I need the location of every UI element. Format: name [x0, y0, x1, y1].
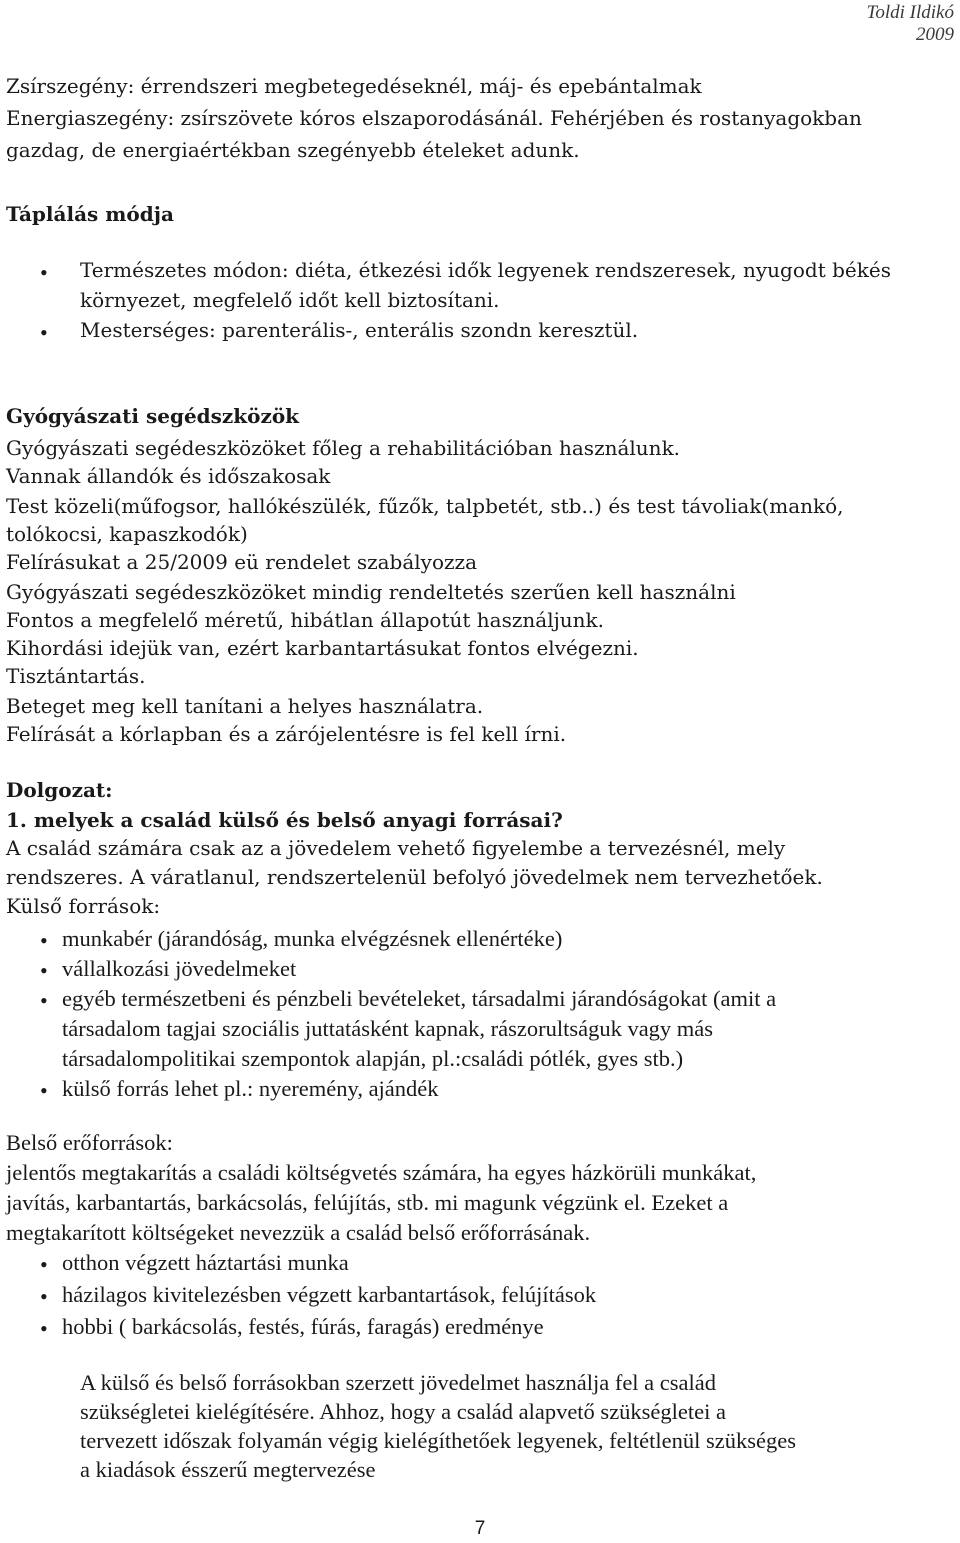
list-item-text: Természetes módon: diéta, étkezési idők legyenek rendszeresek, nyugodt békés: [80, 258, 891, 282]
subheading-kulso: Külső források:: [6, 894, 161, 918]
text-line: Test közeli(műfogsor, hallókészülék, fűzők, talpbetét, stb..) és test távoliak(mankó,: [6, 494, 844, 518]
bullet-icon: •: [40, 928, 48, 953]
section-heading-dolgozat: Dolgozat:: [6, 778, 113, 802]
bullet-icon: •: [40, 1316, 48, 1341]
text-line: Beteget meg kell tanítani a helyes használatra.: [6, 694, 484, 718]
text-line: Vannak állandók és időszakosak: [6, 464, 331, 488]
header-author: Toldi Ildikó: [866, 2, 954, 23]
list-item-text: Mesterséges: parenterális-, enterális szondn keresztül.: [80, 318, 639, 342]
page-number: 7: [474, 1518, 486, 1539]
page-header: [867, 2, 954, 46]
text-line: megtakarított költségeket nevezzük a család belső erőforrásának.: [6, 1220, 591, 1245]
section-heading-gyogy: Gyógyászati segédszközök: [6, 404, 300, 428]
closing-line: A külső és belső forrásokban szerzett jövedelmet használja fel a család: [80, 1370, 717, 1395]
closing-line: szükségletei kielégítésére. Ahhoz, hogy a család alapvető szükségletei a: [80, 1399, 727, 1424]
bullet-icon: •: [40, 1078, 48, 1103]
text-line: Fontos a megfelelő méretű, hibátlan állapotút használjunk.: [6, 608, 605, 632]
closing-line: a kiadások ésszerű megtervezése: [80, 1457, 376, 1482]
text-line: rendszeres. A váratlanul, rendszertelenül befolyó jövedelmek nem tervezhetőek.: [6, 865, 823, 889]
intro-line: Zsírszegény: érrendszeri megbetegedéseknél, máj- és epebántalmak: [6, 74, 702, 98]
list-item-text: társadalom tagjai szociális juttatásként kapnak, rászorultságuk vagy más: [62, 1016, 714, 1041]
text-line: Gyógyászati segédeszközöket főleg a rehabilitációban használunk.: [6, 436, 681, 460]
section-heading-taplalas: Táplálás módja: [6, 202, 174, 226]
subheading-belso: Belső erőforrások:: [6, 1130, 173, 1155]
list-item-text: házilagos kivitelezésben végzett karbantartások, felújítások: [62, 1282, 597, 1307]
text-line: javítás, karbantartás, barkácsolás, felújítás, stb. mi magunk végzünk el. Ezeket a: [6, 1190, 729, 1215]
text-line: Kihordási idejük van, ezért karbantartásukat fontos elvégezni.: [6, 636, 639, 660]
bullet-icon: •: [40, 988, 48, 1013]
bullet-icon: •: [40, 958, 48, 983]
list-item-text: környezet, megfelelő időt kell biztosítani.: [80, 288, 500, 312]
bullet-icon: •: [40, 1252, 48, 1277]
bullet-icon: •: [40, 320, 48, 345]
list-item-text: otthon végzett háztartási munka: [62, 1250, 349, 1275]
intro-line: Energiaszegény: zsírszövete kóros elszaporodásánál. Fehérjében és rostanyagokban: [6, 106, 862, 130]
intro-line: gazdag, de energiaértékban szegényebb ételeket adunk.: [6, 138, 580, 162]
list-item-text: társadalompolitikai szempontok alapján, pl.:családi pótlék, gyes stb.): [62, 1046, 684, 1071]
list-item-text: külső forrás lehet pl.: nyeremény, ajándék: [62, 1076, 439, 1101]
text-line: A család számára csak az a jövedelem vehető figyelembe a tervezésnél, mely: [6, 836, 786, 860]
bullet-icon: •: [40, 1284, 48, 1309]
question-title: 1. melyek a család külső és belső anyagi forrásai?: [6, 808, 563, 832]
text-line: Gyógyászati segédeszközöket mindig rendeltetés szerűen kell használni: [6, 580, 736, 604]
list-item-text: egyéb természetbeni és pénzbeli bevételeket, társadalmi járandóságokat (amit a: [62, 986, 777, 1011]
list-item-text: vállalkozási jövedelmeket: [62, 956, 297, 981]
text-line: Tisztántartás.: [6, 664, 146, 688]
list-item-text: munkabér (járandóság, munka elvégzésnek ellenértéke): [62, 926, 563, 951]
text-line: tolókocsi, kapaszkodók): [6, 522, 248, 546]
header-year: 2009: [916, 24, 954, 45]
closing-line: tervezett időszak folyamán végig kielégíthetőek legyenek, feltétlenül szükséges: [80, 1428, 796, 1453]
list-item-text: hobbi ( barkácsolás, festés, fúrás, faragás) eredménye: [62, 1314, 544, 1339]
text-line: Felírását a kórlapban és a zárójelentésre is fel kell írni.: [6, 722, 567, 746]
text-line: jelentős megtakarítás a családi költségvetés számára, ha egyes házkörüli munkákat,: [6, 1160, 757, 1185]
text-line: Felírásukat a 25/2009 eü rendelet szabályozza: [6, 550, 478, 574]
bullet-icon: •: [40, 260, 48, 285]
